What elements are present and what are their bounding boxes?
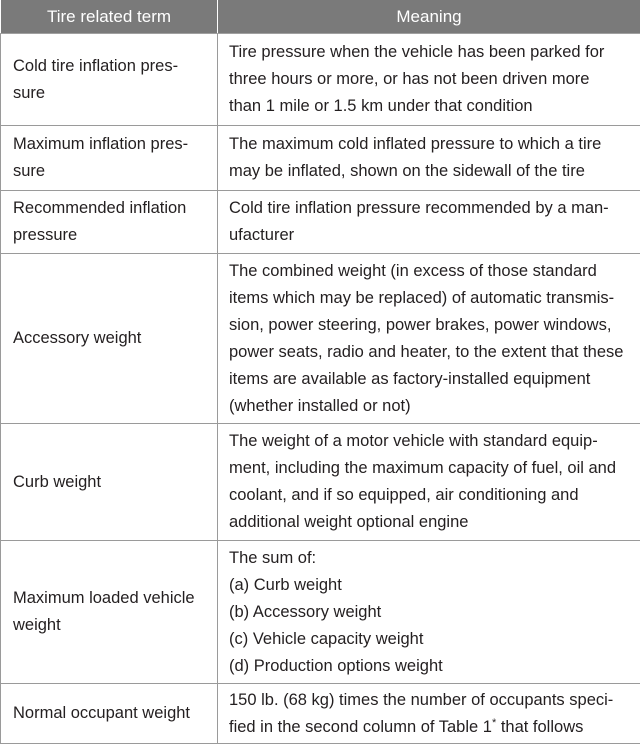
- meaning-text: Tire pressure when the vehicle has been parked for: [229, 43, 605, 61]
- meaning-text: (b) Accessory weight: [229, 602, 382, 621]
- term-text: Cold tire inflation pres-: [13, 56, 179, 75]
- meaning-text: 150 lb. (68 kg) times the number of occupants speci-: [229, 690, 614, 709]
- term-text: pressure: [13, 226, 78, 244]
- meaning-text: coolant, and if so equipped, air conditioning and: [229, 486, 579, 504]
- term-text: Recommended inflation: [13, 199, 187, 217]
- term-cell: [1, 126, 218, 191]
- meaning-text: (c) Vehicle capacity weight: [229, 629, 424, 648]
- term-text: Curb weight: [13, 472, 102, 491]
- meaning-text: ment, including the maximum capacity of fuel, oil and: [229, 459, 617, 477]
- meaning-text: that follows: [496, 717, 584, 736]
- term-text: Maximum loaded vehicle: [13, 589, 195, 607]
- term-text: Maximum inflation pres-: [13, 135, 189, 153]
- meaning-text: fied in the second column of Table 1: [229, 717, 492, 736]
- table-row: [1, 126, 640, 191]
- meaning-text: The maximum cold inflated pressure to which a tire: [229, 135, 602, 153]
- meaning-cell: [218, 684, 640, 744]
- term-cell: [1, 254, 218, 424]
- term-cell: [1, 541, 218, 684]
- meaning-text: The weight of a motor vehicle with standard equip-: [229, 432, 598, 450]
- table-row: [1, 684, 640, 744]
- meaning-text: than 1 mile or 1.5 km under that condition: [229, 97, 533, 115]
- term-text: sure: [13, 162, 46, 180]
- term-cell: [1, 424, 218, 541]
- term-cell: [1, 684, 218, 744]
- table-header-row: [1, 0, 640, 34]
- meaning-text: The combined weight (in excess of those standard: [229, 261, 597, 280]
- meaning-text: Cold tire inflation pressure recommended by a man-: [229, 199, 609, 217]
- meaning-cell: [218, 541, 640, 684]
- column-header-term: Tire related term: [1, 0, 218, 34]
- meaning-text: three hours or more, or has not been driven more: [229, 70, 590, 88]
- meaning-text-with-footnote: [229, 714, 634, 741]
- term-text: weight: [13, 616, 61, 634]
- meaning-text: ufacturer: [229, 226, 295, 244]
- term-text: Accessory weight: [13, 329, 142, 347]
- term-text: sure: [13, 83, 46, 102]
- meaning-text: items which may be replaced) of automatic transmis-: [229, 288, 615, 307]
- meaning-cell: [218, 126, 640, 191]
- term-cell: [1, 34, 218, 126]
- footnote-marker: *: [491, 716, 497, 729]
- term-text: Normal occupant weight: [13, 704, 191, 722]
- table-row: [1, 541, 640, 684]
- column-header-meaning: Meaning: [218, 0, 640, 34]
- meaning-text: (a) Curb weight: [229, 575, 342, 594]
- meaning-text: (whether installed or not): [229, 396, 411, 415]
- table-row: [1, 424, 640, 541]
- meaning-text: may be inflated, shown on the sidewall of the tire: [229, 162, 585, 180]
- meaning-text: sion, power steering, power brakes, power windows,: [229, 315, 612, 334]
- table-row: [1, 254, 640, 424]
- meaning-text: items are available as factory-installed equipment: [229, 369, 591, 388]
- table-row: [1, 34, 640, 126]
- meaning-cell: [218, 424, 640, 541]
- meaning-cell: [218, 191, 640, 254]
- term-cell: [1, 191, 218, 254]
- meaning-text: additional weight optional engine: [229, 513, 469, 531]
- table-row: [1, 191, 640, 254]
- meaning-cell: [218, 34, 640, 126]
- meaning-cell: [218, 254, 640, 424]
- meaning-text: power seats, radio and heater, to the extent that these: [229, 342, 624, 361]
- meaning-text: (d) Production options weight: [229, 656, 443, 675]
- meaning-text: The sum of:: [229, 548, 317, 567]
